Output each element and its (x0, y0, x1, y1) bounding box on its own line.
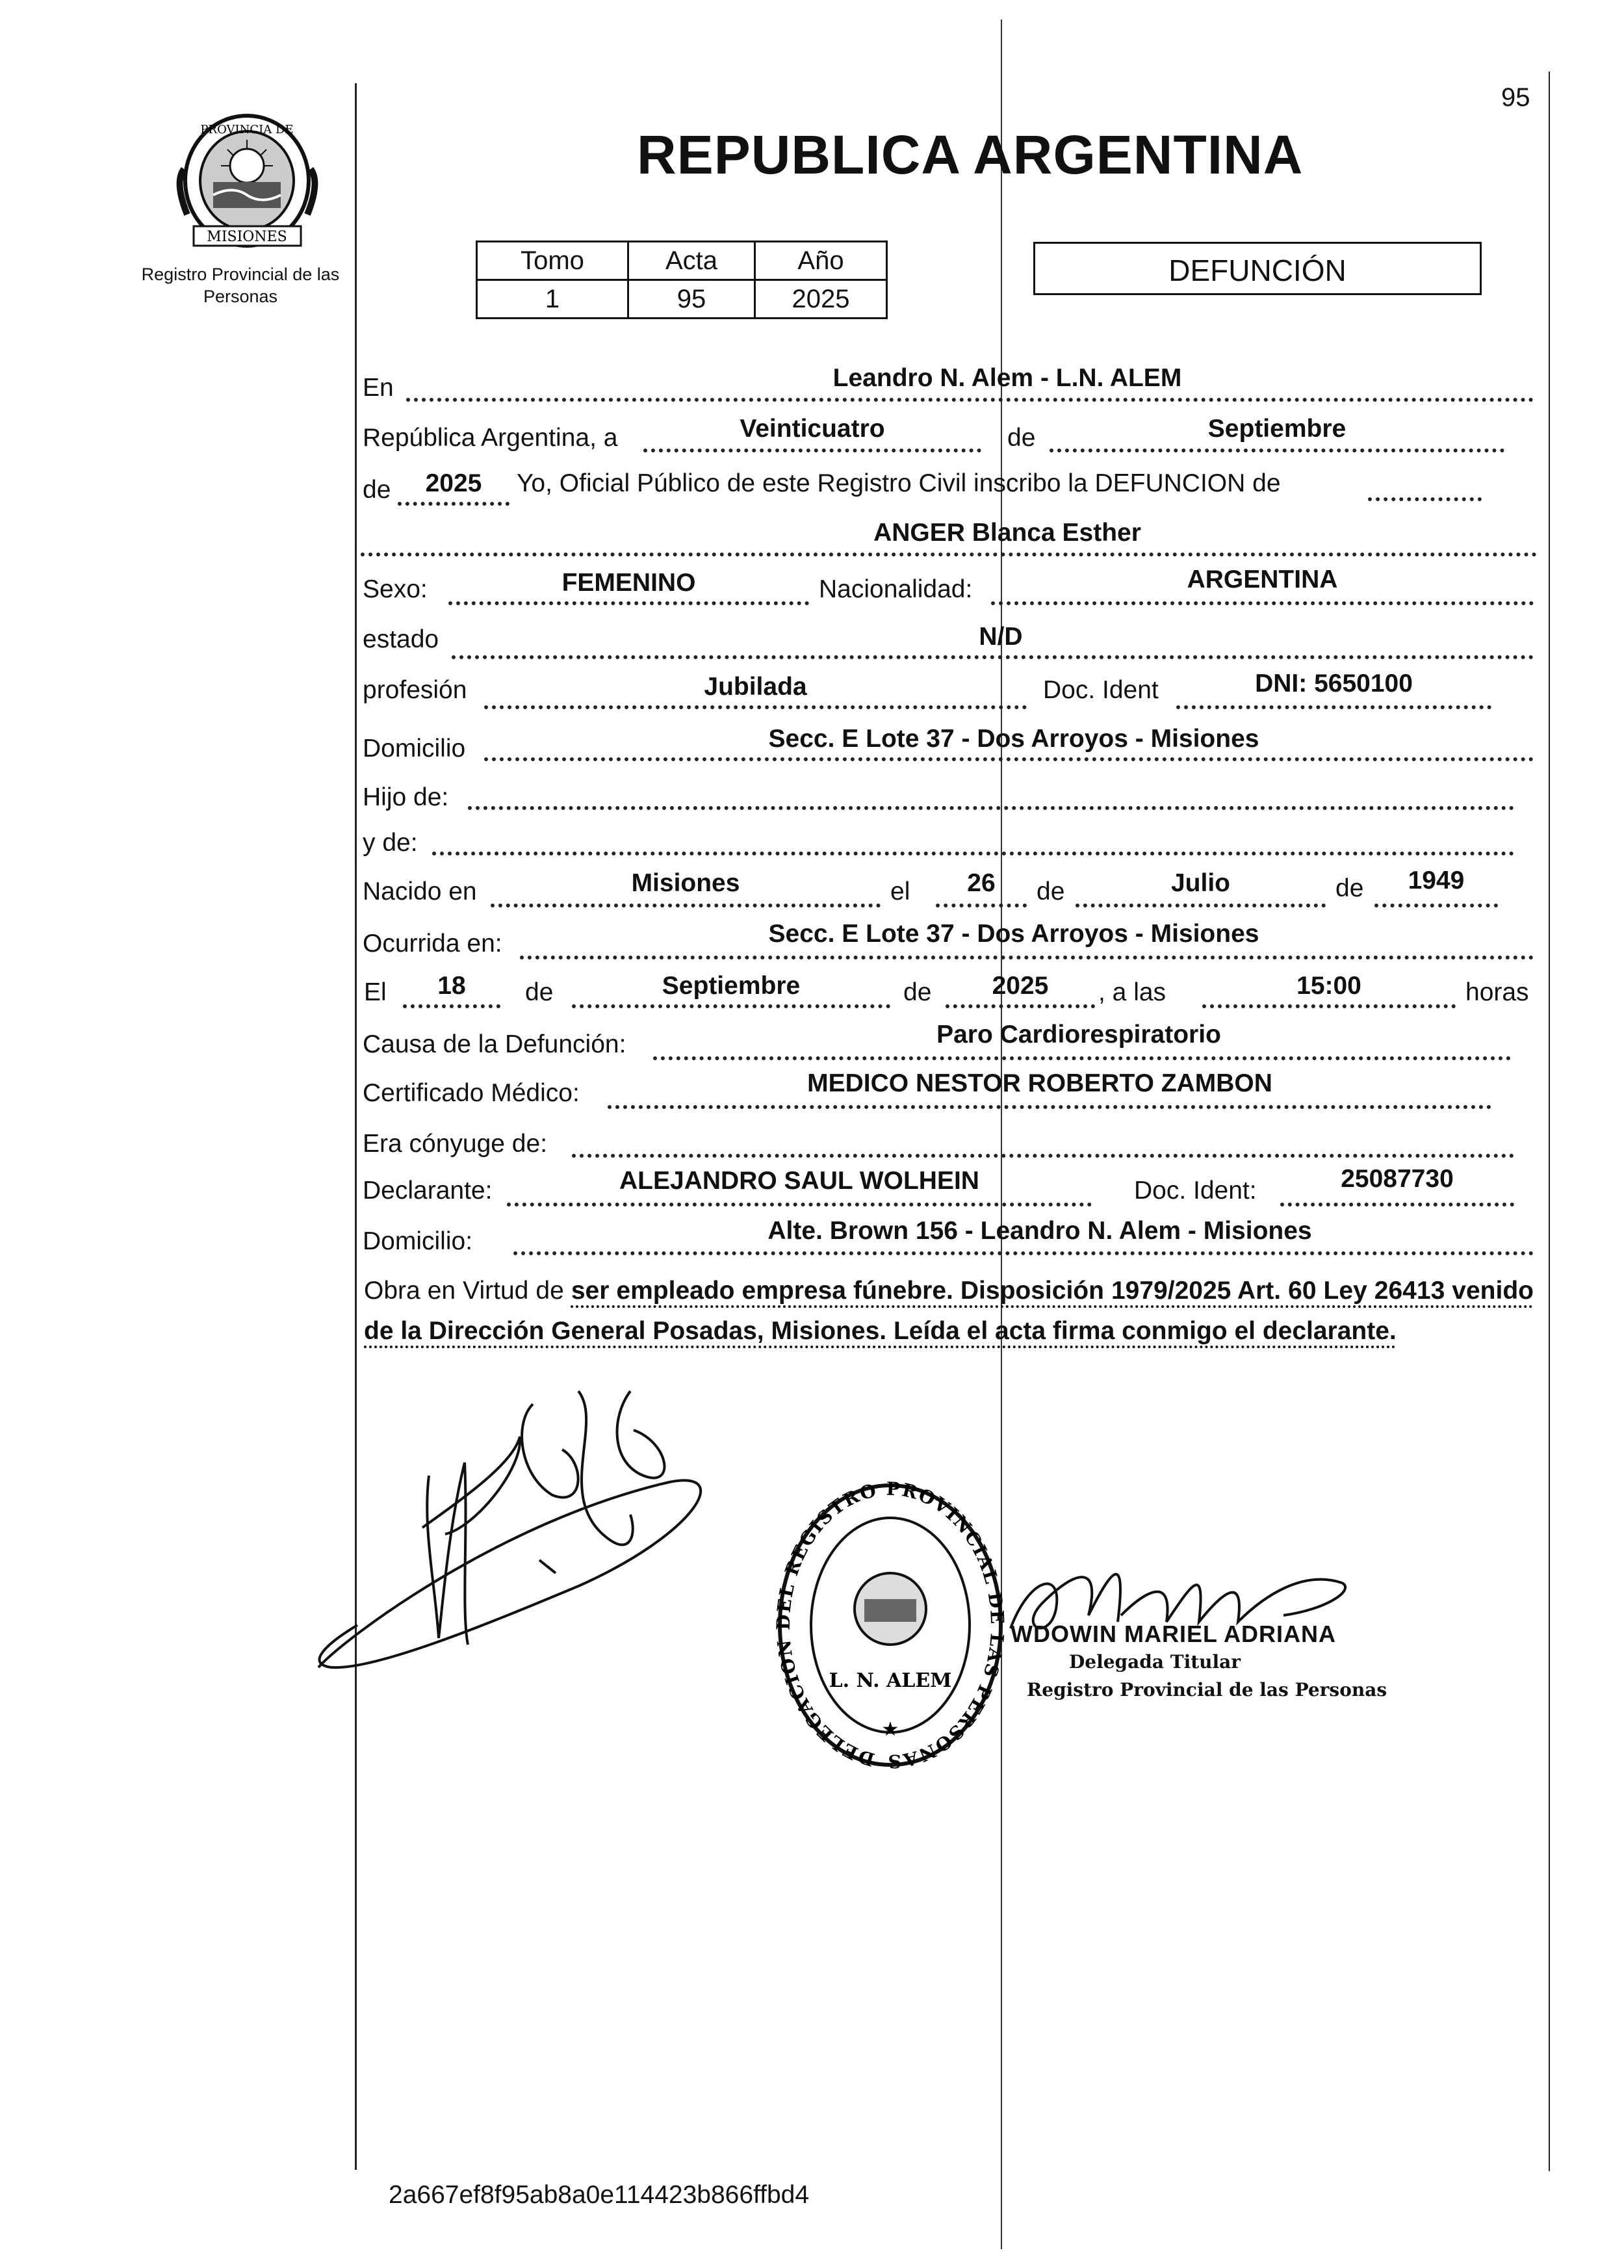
declarant-signature (305, 1365, 721, 1706)
label-ocurrida-en: Ocurrida en: (363, 930, 502, 958)
registry-name: Registro Provincial de las Personas (141, 265, 340, 306)
right-margin-line (1549, 72, 1550, 2171)
nationality-value: ARGENTINA (1187, 566, 1338, 593)
label-de-birth-month: de (1037, 878, 1065, 906)
dotted-line (361, 553, 1537, 556)
dotted-line (406, 398, 1534, 402)
dotted-line (432, 852, 1514, 855)
profession-value: Jubilada (704, 673, 807, 701)
label-domicilio: Domicilio (363, 735, 466, 763)
dotted-line (572, 1004, 890, 1008)
tomo-header: Tomo (477, 242, 628, 280)
dotted-line (936, 904, 1027, 907)
legal-basis-text: ser empleado empresa fúnebre. Disposición 1979/2025 Art. 60 Ley 26413 venido de la Dirección General Posadas, Misiones. Leída el acta firma conmigo el declarante. (364, 1277, 1534, 1345)
place-value: Leandro N. Alem - L.N. ALEM (832, 364, 1182, 392)
birth-day-value: 26 (967, 869, 996, 897)
label-certificado: Certificado Médico: (363, 1079, 580, 1107)
death-place-value: Secc. E Lote 37 - Dos Arroyos - Misiones (768, 920, 1259, 948)
acta-header: Acta (628, 242, 755, 280)
stamp-center-text: L. N. ALEM (829, 1669, 952, 1692)
address-value: Secc. E Lote 37 - Dos Arroyos - Misiones (768, 725, 1259, 753)
label-doc-ident-declarant: Doc. Ident: (1134, 1177, 1257, 1205)
seal-text-top: PROVINCIA DE (200, 123, 294, 137)
record-table (476, 241, 888, 319)
dotted-line (653, 1056, 1511, 1060)
label-profesion: profesión (363, 676, 467, 704)
label-estado: estado (363, 625, 439, 653)
document-type-box: DEFUNCIÓN (1033, 242, 1482, 295)
dotted-line (1202, 1004, 1456, 1008)
official-stamp (767, 1469, 1014, 1784)
dotted-line (1176, 705, 1491, 709)
dotted-line (398, 502, 509, 506)
tomo-value: 1 (477, 280, 628, 319)
label-sexo: Sexo: (363, 575, 428, 603)
anio-value: 2025 (755, 280, 887, 319)
dotted-line (1280, 1203, 1514, 1206)
center-fold-line (1001, 20, 1002, 2249)
document-value: DNI: 5650100 (1255, 670, 1413, 697)
label-y-de: y de: (363, 829, 418, 857)
dotted-line (572, 1154, 1514, 1158)
label-doc-ident: Doc. Ident (1043, 676, 1159, 704)
label-domicilio-declarant: Domicilio: (363, 1227, 473, 1255)
dotted-line (491, 904, 881, 907)
dotted-line (484, 705, 1027, 709)
label-de-birth-year: de (1335, 874, 1364, 902)
officer-name: WDOWIN MARIEL ADRIANA (1011, 1621, 1336, 1647)
label-obra: Obra en Virtud de (364, 1277, 564, 1305)
officer-role: Delegada Titular (1069, 1651, 1241, 1673)
label-de-death-month: de (525, 978, 554, 1006)
birthplace-value: Misiones (631, 869, 740, 897)
anio-header: Año (755, 242, 887, 280)
birth-month-value: Julio (1170, 869, 1230, 897)
dotted-line (608, 1105, 1491, 1109)
label-causa: Causa de la Defunción: (363, 1030, 626, 1058)
dotted-line (1050, 449, 1504, 452)
deceased-name: ANGER Blanca Esther (873, 519, 1141, 547)
label-yo: Yo, Oficial Público de este Registro Civil inscribo la DEFUNCION de (517, 469, 1281, 497)
label-hijo-de: Hijo de: (363, 783, 449, 811)
dotted-line (1076, 904, 1326, 907)
civil-status-value: N/D (979, 623, 1023, 651)
label-de-year: de (363, 476, 391, 504)
stamp-ring-text: DELEGACION DEL REGISTRO PROVINCIAL DE LAS PERSONAS (772, 1478, 1009, 1773)
document-hash: 2a667ef8f95ab8a0e114423b866ffbd4 (389, 2181, 810, 2209)
dotted-line (1368, 497, 1482, 501)
death-time-value: 15:00 (1296, 972, 1361, 1000)
label-el-cap: El (364, 978, 387, 1006)
month-value: Septiembre (1207, 415, 1347, 443)
death-month-value: Septiembre (662, 972, 801, 1000)
dotted-line (513, 1251, 1534, 1255)
dotted-line (946, 1004, 1095, 1008)
year-value: 2025 (425, 469, 482, 497)
page-title: REPUBLICA ARGENTINA (637, 124, 1304, 185)
dotted-line (452, 655, 1534, 659)
cause-value: Paro Cardiorespiratorio (936, 1021, 1221, 1049)
day-words-value: Veinticuatro (740, 415, 885, 443)
dotted-line (448, 601, 809, 605)
dotted-line (991, 601, 1534, 605)
seal-text-bottom: MISIONES (207, 229, 287, 245)
label-de: de (1007, 424, 1036, 452)
legal-basis-paragraph (364, 1271, 1534, 1351)
stamp-star-icon: ★ (881, 1719, 899, 1740)
dotted-line (1374, 904, 1498, 907)
label-conyuge: Era cónyuge de: (363, 1130, 548, 1158)
label-nacionalidad: Nacionalidad: (819, 575, 973, 603)
death-year-value: 2025 (992, 972, 1049, 1000)
dotted-line (520, 956, 1534, 959)
label-el: el (890, 878, 910, 906)
dotted-line (468, 806, 1514, 810)
label-horas: horas (1465, 978, 1529, 1006)
declarant-doc-value: 25087730 (1341, 1165, 1454, 1193)
declarant-value: ALEJANDRO SAUL WOLHEIN (619, 1167, 979, 1195)
sex-value: FEMENINO (561, 569, 696, 597)
dotted-line (643, 449, 981, 452)
label-en: En (363, 374, 394, 402)
label-nacido-en: Nacido en (363, 878, 477, 906)
death-day-value: 18 (437, 972, 466, 1000)
officer-office: Registro Provincial de las Personas (1027, 1679, 1387, 1701)
left-margin-line (355, 83, 357, 2170)
dotted-line (507, 1203, 1092, 1206)
label-republica: República Argentina, a (363, 424, 618, 452)
declarant-address-value: Alte. Brown 156 - Leandro N. Alem - Misiones (767, 1217, 1312, 1245)
acta-value: 95 (628, 280, 755, 319)
birth-year-value: 1949 (1408, 867, 1465, 894)
label-de-death-year: de (903, 978, 932, 1006)
page-number: 95 (1501, 83, 1530, 112)
dotted-line (403, 1004, 500, 1008)
label-a-las: , a las (1098, 978, 1166, 1006)
label-declarante: Declarante: (363, 1177, 493, 1205)
certificate-value: MEDICO NESTOR ROBERTO ZAMBON (807, 1069, 1272, 1097)
dotted-line (484, 757, 1534, 761)
provincial-seal-emblem (168, 104, 327, 254)
